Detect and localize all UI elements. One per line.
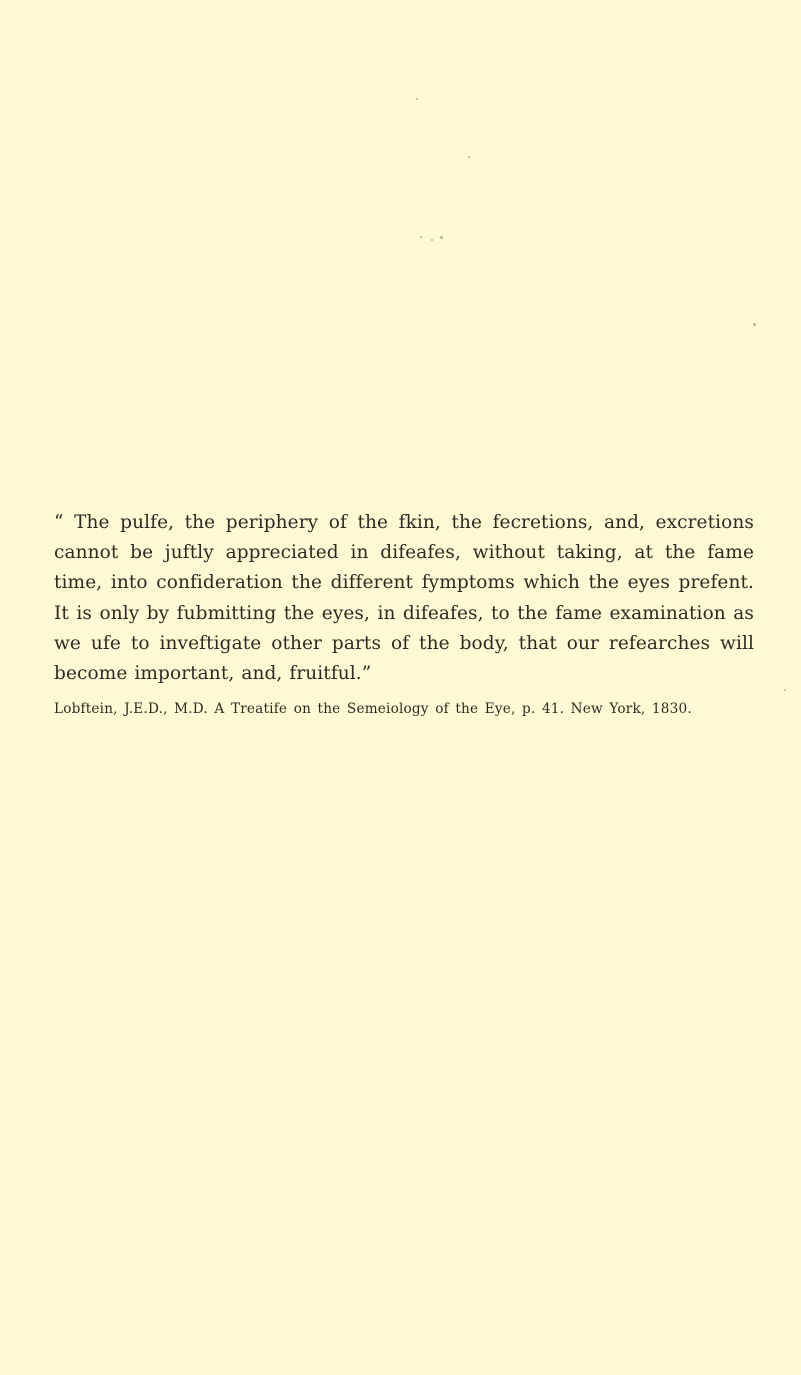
- paper-speck: [440, 236, 443, 239]
- quote-text: “ The pulfe, the periphery of the fkin, the fecretions, and, excretions cannot be juftly appreciated in difeafes, without taking, at the fame time, into confideration the different fymptoms which the eyes prefent. It is only by fubmitting the eyes, in difeafes, to the fame examination as we ufe to inveftigate other parts of the body, that our refearches will become important, and, fruitful.”: [54, 512, 754, 685]
- paper-speck: [784, 689, 786, 691]
- paper-speck: [420, 236, 422, 238]
- paper-speck: [468, 156, 470, 158]
- citation: Lobftein, J.E.D., M.D. A Treatife on the Semeiology of the Eye, p. 41. New York, 1830.: [54, 701, 692, 718]
- paper-speck: [753, 323, 756, 326]
- epigraph: [54, 508, 754, 720]
- paper-speck: [416, 98, 418, 100]
- paper-speck: [431, 239, 433, 241]
